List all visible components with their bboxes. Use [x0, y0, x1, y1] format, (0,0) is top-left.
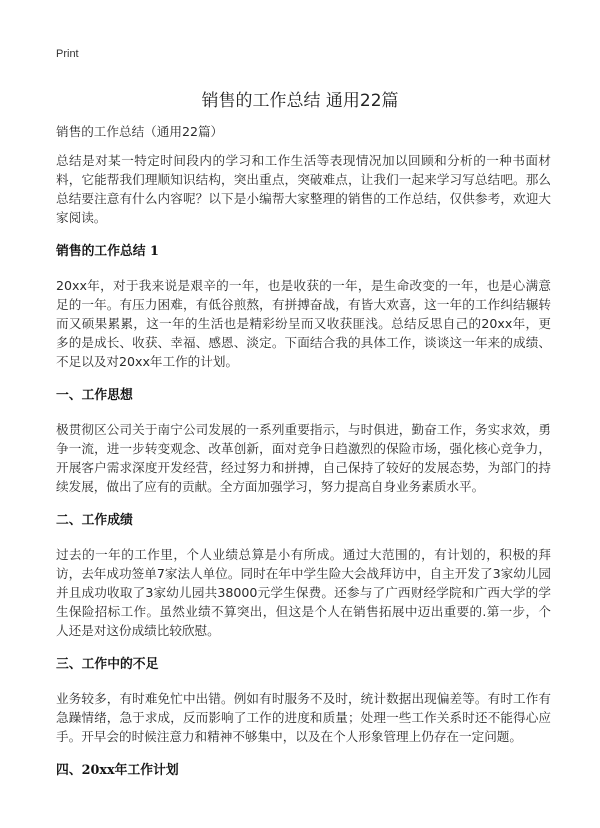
heading-shortcomings: 三、工作中的不足: [56, 657, 159, 672]
paragraph-3: 过去的一年的工作里，个人业绩总算是小有所成。通过大范围的，有计划的，积极的拜访，去年成功签单7家法人单位。同时在年中学生险大会战拜访中，自主开发了3家幼儿园并且成功收取了3家幼儿园共38000元学生保费。还参与了广西财经学院和广西大学的学生保险招标工作。虽然业绩不算突出，但这是个人在销售拓展中迈出重要的.第一步，个人还是对这份成绩比较欣慰。: [56, 547, 551, 638]
heading-work-thought: 一、工作思想: [56, 388, 133, 403]
document-subtitle: 销售的工作总结（通用22篇）: [56, 124, 224, 139]
heading-work-results: 二、工作成绩: [56, 513, 133, 528]
paragraph-2: 极贯彻区公司关于南宁公司发展的一系列重要指示，与时俱进，勤奋工作，务实求效，勇争一流，进一步转变观念、改革创新，面对竞争日趋激烈的保险市场，强化核心竞争力，开展客户需求深度开发经营，经过努力和拼搏，自己保持了较好的发展态势，为部门的持续发展，做出了应有的贡献。全方面加强学习，努力提高自身业务素质水平。: [56, 422, 551, 494]
print-label[interactable]: Print: [56, 48, 79, 60]
paragraph-1: 20xx年，对于我来说是艰辛的一年，也是收获的一年，是生命改变的一年，也是心满意足的一年。有压力困难，有低谷煎熬，有拼搏奋战，有皆大欢喜，这一年的工作纠结辗转而又硕果累累，这一年的生活也是精彩纷呈而又收获匪浅。总结反思自己的20xx年，更多的是成长、收获、幸福、感恩、淡定。下面结合我的具体工作，谈谈这一年来的成绩、不足以及对20xx年工作的计划。: [56, 278, 551, 369]
paragraph-4: 业务较多，有时难免忙中出错。例如有时服务不及时，统计数据出现偏差等。有时工作有急躁情绪，急于求成，反而影响了工作的进度和质量；处理一些工作关系时还不能得心应手。开早会的时候注意力和精神不够集中，以及在个人形象管理上仍存在一定问题。: [56, 691, 551, 744]
document-body: [56, 122, 551, 795]
intro-paragraph: 总结是对某一特定时间段内的学习和工作生活等表现情况加以回顾和分析的一种书面材料，它能帮我们理顺知识结构，突出重点，突破难点，让我们一起来学习写总结吧。那么总结要注意有什么内容呢？以下是小编帮大家整理的销售的工作总结，仅供参考，欢迎大家阅读。: [56, 153, 551, 225]
heading-work-plan: 四、20xx年工作计划: [56, 763, 179, 778]
section-heading: 销售的工作总结 1: [56, 244, 159, 259]
page-title: 销售的工作总结 通用22篇: [201, 91, 399, 111]
